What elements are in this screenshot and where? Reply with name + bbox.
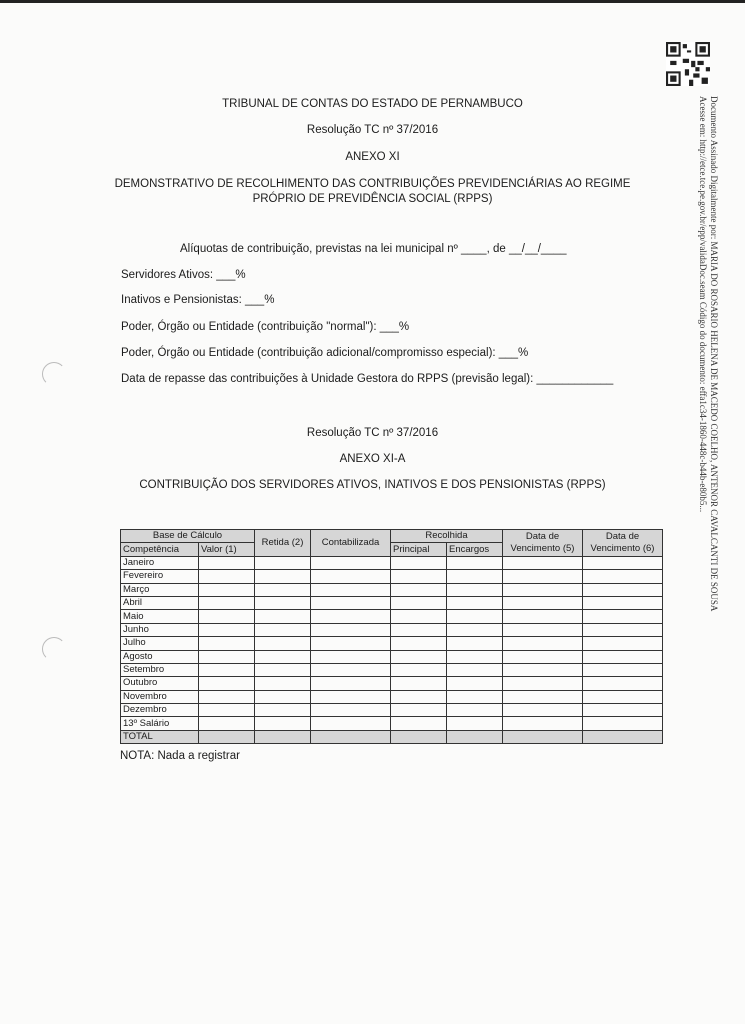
table-cell — [391, 623, 447, 636]
tribunal-heading: TRIBUNAL DE CONTAS DO ESTADO DE PERNAMBUCO — [222, 98, 523, 110]
table-row — [121, 583, 663, 596]
table-cell — [255, 583, 311, 596]
header-data-6-line2: Vencimento (6) — [590, 542, 655, 554]
table-row — [121, 556, 663, 569]
table-cell — [583, 596, 663, 609]
header-valor: Valor (1) — [199, 543, 255, 556]
table-cell — [311, 690, 391, 703]
table-cell — [447, 717, 503, 730]
table-cell — [311, 663, 391, 676]
table-cell — [583, 623, 663, 636]
table-row — [121, 623, 663, 636]
table-cell — [503, 650, 583, 663]
table-cell — [199, 663, 255, 676]
table-cell — [311, 596, 391, 609]
table-row — [121, 677, 663, 690]
punch-hole-mark — [42, 637, 66, 661]
table-cell — [503, 596, 583, 609]
table-cell — [255, 663, 311, 676]
scan-top-border — [0, 0, 745, 3]
annex-label: ANEXO XI — [345, 151, 400, 163]
header-encargos: Encargos — [447, 543, 503, 556]
table-row — [121, 610, 663, 623]
table-cell — [255, 704, 311, 717]
table-cell — [255, 637, 311, 650]
table-cell — [199, 637, 255, 650]
month-label: Março — [121, 583, 199, 596]
table-cell — [255, 623, 311, 636]
table-cell — [447, 610, 503, 623]
table-cell — [583, 570, 663, 583]
table-cell — [391, 730, 447, 743]
table-cell — [391, 717, 447, 730]
table-row — [121, 704, 663, 717]
table-cell — [583, 610, 663, 623]
table-cell — [503, 717, 583, 730]
table-cell — [391, 583, 447, 596]
table-cell — [391, 663, 447, 676]
table-cell — [199, 677, 255, 690]
table-cell — [391, 637, 447, 650]
table-cell — [199, 690, 255, 703]
month-label: Setembro — [121, 663, 199, 676]
aliquotas-intro: Alíquotas de contribuição, previstas na lei municipal nº ____, de __/__/____ — [180, 243, 567, 255]
header-principal: Principal — [391, 543, 447, 556]
table-cell — [583, 717, 663, 730]
table-cell — [447, 690, 503, 703]
header-retida: Retida (2) — [255, 530, 311, 557]
table-cell — [311, 730, 391, 743]
resolution-number: Resolução TC nº 37/2016 — [306, 124, 439, 136]
table-cell — [311, 650, 391, 663]
table-cell — [391, 596, 447, 609]
table-cell — [503, 704, 583, 717]
month-label: Outubro — [121, 677, 199, 690]
table-cell — [503, 623, 583, 636]
table-cell — [391, 570, 447, 583]
poder-normal-line: Poder, Órgão ou Entidade (contribuição "normal"): ___% — [121, 321, 410, 333]
month-label: Maio — [121, 610, 199, 623]
header-data-5-line1: Data de — [525, 530, 560, 542]
total-row-label: TOTAL — [121, 730, 199, 743]
month-label: Dezembro — [121, 704, 199, 717]
header-recolhida: Recolhida — [391, 530, 503, 543]
table-cell — [583, 704, 663, 717]
table-cell — [583, 677, 663, 690]
table-cell — [503, 610, 583, 623]
table-cell — [311, 570, 391, 583]
table-cell — [503, 556, 583, 569]
table-cell — [583, 556, 663, 569]
table-cell — [255, 570, 311, 583]
table-cell — [447, 650, 503, 663]
nota: NOTA: Nada a registrar — [120, 750, 240, 762]
table-row — [121, 637, 663, 650]
data-repasse-line: Data de repasse das contribuições à Unidade Gestora do RPPS (previsão legal): ____________ — [121, 373, 614, 385]
table-cell — [447, 570, 503, 583]
table-cell — [311, 610, 391, 623]
table-cell — [199, 717, 255, 730]
document-title-line-2: PRÓPRIO DE PREVIDÊNCIA SOCIAL (RPPS) — [252, 193, 493, 205]
inativos-pensionistas-line: Inativos e Pensionistas: ___% — [121, 294, 275, 306]
table-cell — [583, 663, 663, 676]
table-cell — [503, 583, 583, 596]
table-cell — [255, 690, 311, 703]
header-data-6-line1: Data de — [605, 530, 640, 542]
table-cell — [447, 623, 503, 636]
header-competencia: Competência — [121, 543, 199, 556]
table-row — [121, 650, 663, 663]
table-cell — [199, 610, 255, 623]
table-row — [121, 570, 663, 583]
table-cell — [311, 704, 391, 717]
month-label: 13º Salário — [121, 717, 199, 730]
table-cell — [311, 583, 391, 596]
table-cell — [199, 704, 255, 717]
table-cell — [503, 663, 583, 676]
contribution-table — [120, 529, 663, 744]
qr-code-icon — [666, 42, 710, 86]
table-cell — [255, 677, 311, 690]
table-cell — [199, 730, 255, 743]
table-cell — [199, 596, 255, 609]
table-cell — [391, 704, 447, 717]
table-cell — [503, 637, 583, 650]
table-cell — [391, 690, 447, 703]
table-cell — [255, 596, 311, 609]
header-contabilizada: Contabilizada — [311, 530, 391, 557]
table-row — [121, 596, 663, 609]
table-row — [121, 717, 663, 730]
section2-title: CONTRIBUIÇÃO DOS SERVIDORES ATIVOS, INATIVOS E DOS PENSIONISTAS (RPPS) — [139, 479, 606, 491]
table-cell — [311, 623, 391, 636]
table-cell — [447, 677, 503, 690]
table-cell — [199, 650, 255, 663]
stamp-line-1: Documento Assinado Digitalmente por: MARIA DO ROSARIO HELENA DE MACEDO COELHO, ANTENOR CAVALCANTI DE SOUSA — [709, 96, 719, 612]
table-cell — [583, 583, 663, 596]
table-cell — [583, 650, 663, 663]
month-label: Abril — [121, 596, 199, 609]
table-cell — [311, 717, 391, 730]
table-cell — [503, 690, 583, 703]
table-cell — [391, 677, 447, 690]
table-cell — [255, 650, 311, 663]
table-cell — [255, 730, 311, 743]
table-cell — [447, 730, 503, 743]
table-cell — [583, 730, 663, 743]
header-data-vencimento-6 — [583, 530, 663, 557]
table-cell — [447, 663, 503, 676]
table-cell — [503, 570, 583, 583]
month-label: Fevereiro — [121, 570, 199, 583]
table-cell — [255, 556, 311, 569]
table-cell — [447, 704, 503, 717]
table-cell — [311, 677, 391, 690]
table-cell — [447, 556, 503, 569]
table-cell — [391, 556, 447, 569]
table-cell — [503, 677, 583, 690]
header-base-calculo: Base de Cálculo — [121, 530, 255, 543]
table-row — [121, 663, 663, 676]
table-cell — [199, 583, 255, 596]
stamp-line-2: Acesse em: http://etce.tce.pe.gov.br/epp/validaDoc.seam Código do documento: effa1c34-1860-448c-b44b-e80b5... — [698, 96, 708, 513]
month-label: Agosto — [121, 650, 199, 663]
table-cell — [311, 556, 391, 569]
month-label: Novembro — [121, 690, 199, 703]
table-cell — [447, 637, 503, 650]
header-data-vencimento-5 — [503, 530, 583, 557]
table-cell — [199, 570, 255, 583]
table-cell — [447, 583, 503, 596]
table-cell — [583, 690, 663, 703]
table-cell — [503, 730, 583, 743]
section2-resolution: Resolução TC nº 37/2016 — [306, 427, 439, 439]
punch-hole-mark — [42, 362, 66, 386]
month-label: Julho — [121, 637, 199, 650]
servidores-ativos-line: Servidores Ativos: ___% — [121, 269, 246, 281]
table-cell — [391, 650, 447, 663]
month-label: Junho — [121, 623, 199, 636]
table-cell — [583, 637, 663, 650]
header-data-5-line2: Vencimento (5) — [510, 542, 575, 554]
table-cell — [391, 610, 447, 623]
table-cell — [199, 556, 255, 569]
document-title-line-1: DEMONSTRATIVO DE RECOLHIMENTO DAS CONTRIBUIÇÕES PREVIDENCIÁRIAS AO REGIME — [114, 178, 631, 190]
month-label: Janeiro — [121, 556, 199, 569]
table-cell — [255, 610, 311, 623]
poder-adicional-line: Poder, Órgão ou Entidade (contribuição adicional/compromisso especial): ___% — [121, 347, 529, 359]
table-cell — [311, 637, 391, 650]
table-cell — [447, 596, 503, 609]
table-row — [121, 690, 663, 703]
section2-annex: ANEXO XI-A — [339, 453, 406, 465]
table-cell — [255, 717, 311, 730]
table-cell — [199, 623, 255, 636]
